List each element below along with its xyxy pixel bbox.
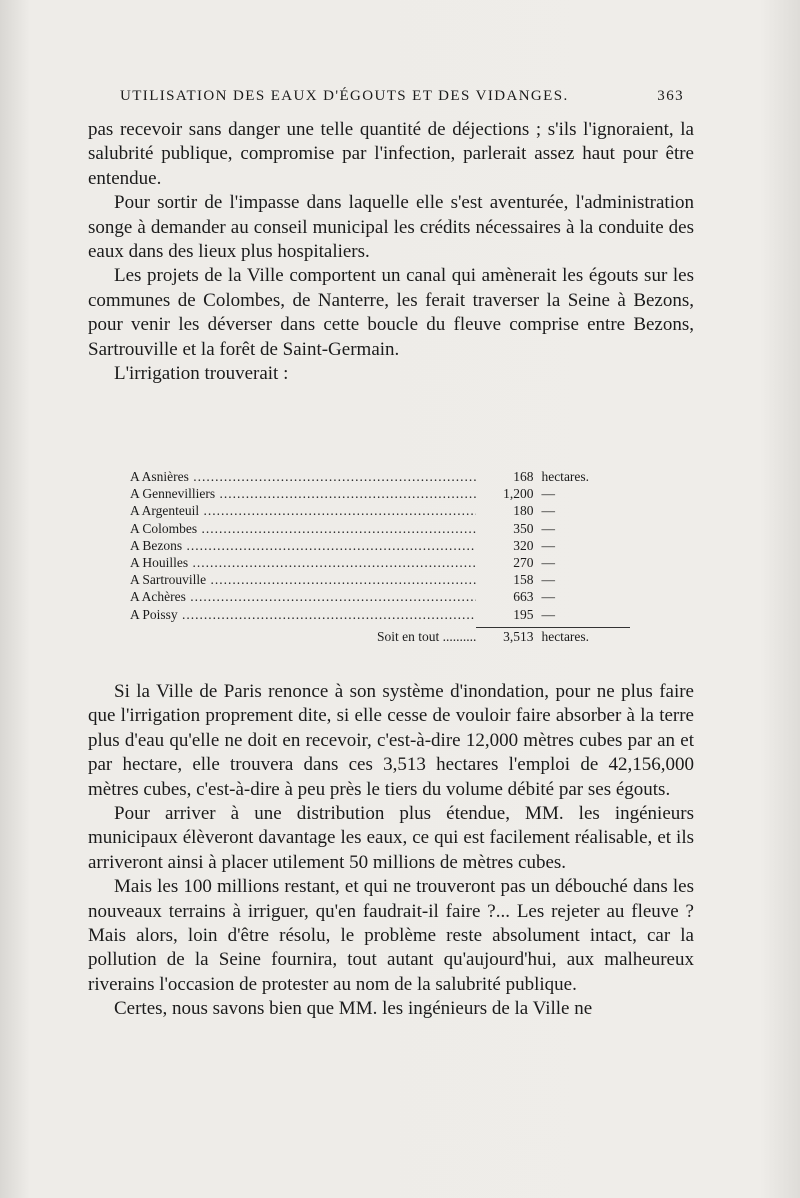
- hectares-value: 180: [513, 503, 534, 519]
- text-block-bottom: [88, 680, 694, 1022]
- paragraph: Si la Ville de Paris renonce à son système d'inondation, pour ne plus faire que l'irrigation proprement dite, si elle cesse de vouloir faire absorber à la terre plus d'eau qu'elle ne doit en recevoir, c'est-à-dire 12,000 mètres cubes par an et par hectare, elle trouvera dans ces 3,513 hectares l'emploi de 42,156,000 mètres cubes, c'est-à-dire à peu près le tiers du volume débité par ses égouts.: [88, 681, 694, 800]
- paragraph: Pour sortir de l'impasse dans laquelle elle s'est aventurée, l'administration songe à demander au conseil municipal les crédits nécessaires à la conduite des eaux dans des lieux plus hospitaliers.: [88, 192, 694, 263]
- hectares-value: 350: [513, 520, 534, 536]
- hectares-value: 168: [513, 469, 534, 484]
- table-row: [130, 502, 630, 519]
- table-row: [130, 468, 630, 485]
- commune-name: A Achères .....: [130, 588, 476, 605]
- unit-label: —: [541, 486, 555, 502]
- paragraph: Certes, nous savons bien que MM. les ingénieurs de la Ville ne: [114, 998, 593, 1020]
- table-row: [130, 588, 630, 605]
- total-label: Soit en tout .....: [130, 628, 476, 645]
- paragraph: Mais les 100 millions restant, et qui ne trouveront pas un débouché dans les nouveaux terrains à irriguer, qu'en faudrait-il faire ?... Les rejeter au fleuve ? Mais alors, loin d'être résolu, le problème reste absolument intact, car la pollution de la Seine fournira, tout autant qu'aujourd'hui, aux malheureux riverains l'occasion de protester au nom de la salubrité publique.: [88, 876, 694, 995]
- commune-name: A Asnières .....: [130, 468, 476, 485]
- running-header: [120, 88, 684, 105]
- paragraph: Les projets de la Ville comportent un canal qui amènerait les égouts sur les communes de Colombes, de Nanterre, les ferait traverser la Seine à Bezons, pour venir les déverser dans cette boucle du fleuve comprise entre Bezons, Sartrouville et la forêt de Saint-Germain.: [88, 265, 694, 360]
- commune-name: A Houilles .....: [130, 554, 476, 571]
- unit-label: —: [541, 589, 555, 605]
- commune-name: A Bezons .....: [130, 537, 476, 554]
- hectares-value: 195: [513, 606, 534, 622]
- table-row: [130, 554, 630, 571]
- page-number: 363: [657, 88, 684, 104]
- paragraph: L'irrigation trouverait :: [114, 363, 289, 385]
- table-row: [130, 571, 630, 588]
- paragraph: pas recevoir sans danger une telle quantité de déjections ; s'ils l'ignoraient, la salubrité publique, compromise par l'infection, parlerait assez haut pour être entendue.: [88, 119, 694, 189]
- table-row: [130, 520, 630, 537]
- total-unit: hectares.: [541, 627, 630, 645]
- hectares-value: 1,200: [503, 486, 534, 502]
- table-row: [130, 537, 630, 554]
- commune-name: A Colombes .....: [130, 520, 476, 537]
- unit-label: hectares.: [541, 469, 590, 484]
- text-block-top: [88, 118, 694, 386]
- hectares-value: 270: [513, 554, 534, 570]
- unit-label: —: [541, 520, 555, 536]
- hectares-value: 158: [513, 572, 534, 588]
- paragraph: Pour arriver à une distribution plus étendue, MM. les ingénieurs municipaux élèveront davantage les eaux, ce qui est facilement réalisable, et ils arriveront ainsi à placer utilement 50 millions de mètres cubes.: [88, 803, 694, 873]
- commune-name: A Sartrouville .....: [130, 571, 476, 588]
- table-total-row: [130, 627, 630, 647]
- unit-label: —: [541, 503, 555, 519]
- unit-label: —: [541, 572, 555, 588]
- hectares-value: 320: [513, 537, 534, 553]
- unit-label: —: [541, 606, 555, 622]
- commune-name: A Argenteuil .....: [130, 502, 476, 519]
- total-value: 3,513: [476, 627, 541, 645]
- table-row: [130, 606, 630, 623]
- commune-name: A Poissy .....: [130, 606, 476, 623]
- running-title: UTILISATION DES EAUX D'ÉGOUTS ET DES VIDANGES.: [120, 88, 569, 104]
- hectares-value: 663: [513, 589, 534, 605]
- unit-label: —: [541, 554, 555, 570]
- table-row: [130, 485, 630, 502]
- commune-name: A Gennevilliers .....: [130, 485, 476, 502]
- unit-label: —: [541, 537, 555, 553]
- irrigation-table: [130, 468, 630, 647]
